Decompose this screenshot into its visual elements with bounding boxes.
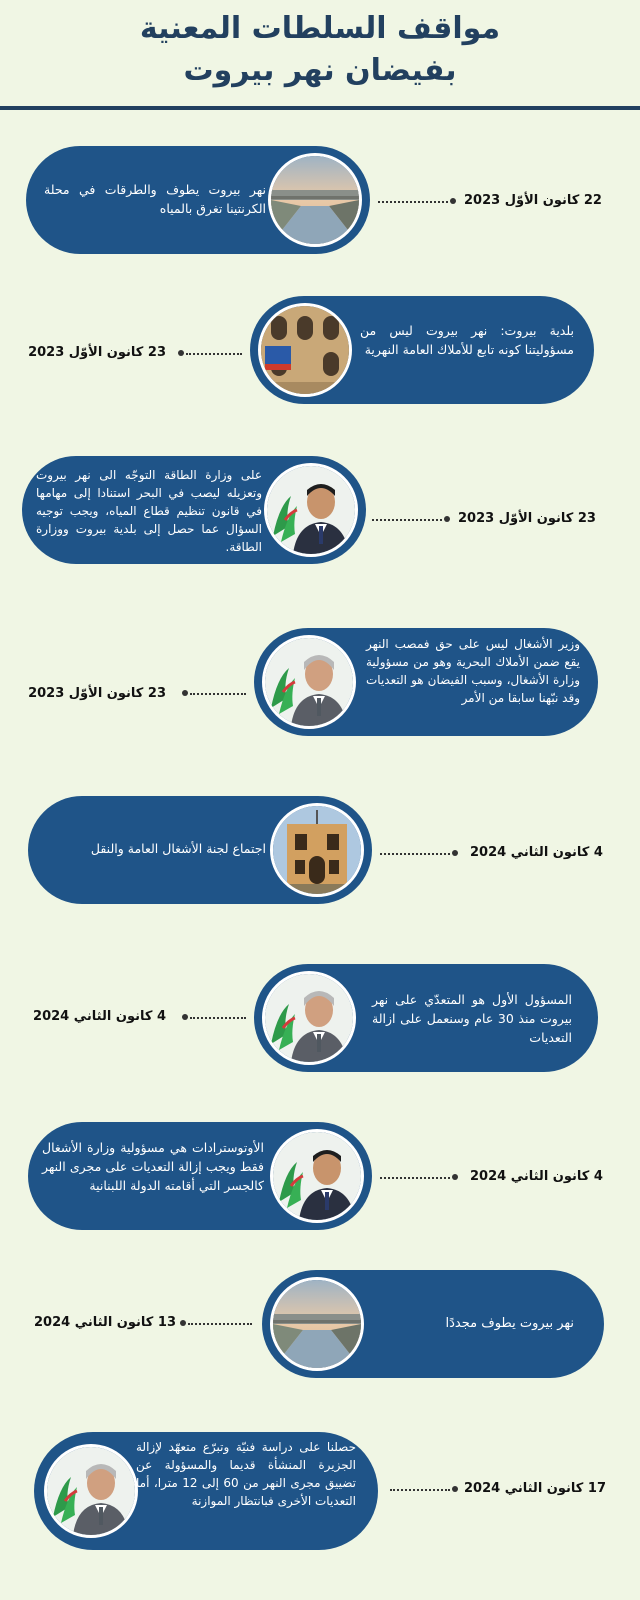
parliament-building-photo xyxy=(270,803,364,897)
timeline-connector xyxy=(372,519,442,521)
timeline-card xyxy=(254,964,598,1072)
timeline-dot xyxy=(452,1174,458,1180)
timeline-dot xyxy=(180,1320,186,1326)
timeline-date: 23 كانون الأوّل 2023 xyxy=(458,511,596,526)
timeline-connector xyxy=(390,1489,450,1491)
timeline-card xyxy=(34,1432,378,1550)
timeline-connector xyxy=(186,353,242,355)
timeline-dot xyxy=(178,350,184,356)
timeline-date: 4 كانون الثاني 2024 xyxy=(470,845,603,860)
municipality-building-photo xyxy=(258,303,352,397)
timeline-connector xyxy=(380,853,450,855)
timeline-connector xyxy=(188,1323,252,1325)
timeline-card-text: بلدية بيروت: نهر بيروت ليس من مسؤوليتنا كونه تابع للأملاك العامة النهرية xyxy=(360,323,574,357)
timeline-card-text: على وزارة الطاقة التوجّه الى نهر بيروت وتعزيله ليصب في البحر استنادا إلى مهامها في قانون تنظيم قطاع المياه، ويجب توجيه السؤال عما حصل إلى بلدية بيروت ووزارة الطاقة. xyxy=(36,468,262,554)
timeline-connector xyxy=(190,693,246,695)
official-portrait-photo xyxy=(264,463,358,557)
timeline-connector xyxy=(378,201,448,203)
timeline-date: 13 كانون الثاني 2024 xyxy=(34,1315,176,1330)
page-title xyxy=(0,8,640,92)
timeline-card-text: الأوتوسترادات هي مسؤولية وزارة الأشغال فقط ويجب إزالة التعديات على مجرى النهر كالجسر التي أقامته الدولة اللبنانية xyxy=(42,1140,264,1193)
timeline-card xyxy=(250,296,594,404)
minister-portrait-photo xyxy=(44,1444,138,1538)
timeline-card-text: اجتماع لجنة الأشغال العامة والنقل xyxy=(90,841,266,856)
timeline-card xyxy=(254,628,598,736)
timeline-card-text: نهر بيروت يطوف مجددًا xyxy=(445,1316,574,1331)
timeline-card xyxy=(22,456,366,564)
river-photo xyxy=(268,153,362,247)
timeline-dot xyxy=(182,690,188,696)
timeline-card xyxy=(262,1270,604,1378)
title-line-1: مواقف السلطات المعنية xyxy=(139,11,501,46)
timeline-connector xyxy=(380,1177,450,1179)
title-divider xyxy=(0,106,640,110)
timeline-card-text: نهر بيروت يطوف والطرقات في محلة الكرنتينا تغرق بالمياه xyxy=(44,182,266,216)
timeline-card-text: وزير الأشغال ليس على حق فمصب النهر يقع ضمن الأملاك البحرية وهو من مسؤولية وزارة الأشغال، وسبب الفيضان هو التعديات وقد نبّهنا سابقا من الأمر xyxy=(366,637,580,705)
timeline-date: 4 كانون الثاني 2024 xyxy=(33,1009,166,1024)
timeline-dot xyxy=(450,198,456,204)
official-portrait-photo xyxy=(270,1129,364,1223)
timeline-date: 22 كانون الأوّل 2023 xyxy=(464,193,602,208)
timeline-card xyxy=(28,1122,372,1230)
timeline-dot xyxy=(444,516,450,522)
title-line-2: بفيضان نهر بيروت xyxy=(183,53,457,88)
timeline-card-text: حصلنا على دراسة فنيّة وتبرّع متعهّد لإزالة الجزيرة المنشأة قديما والمسؤولة عن تضييق مجرى النهر من 60 إلى 12 مترا، أما التعديات الأخرى فبانتظار الموازنة xyxy=(136,1440,356,1508)
timeline-dot xyxy=(452,850,458,856)
timeline-card-text: المسؤول الأول هو المتعدّي على نهر بيروت منذ 30 عام وسنعمل على ازالة التعديات xyxy=(372,992,572,1045)
timeline-date: 23 كانون الأوّل 2023 xyxy=(28,345,166,360)
river-photo xyxy=(270,1277,364,1371)
timeline-card xyxy=(26,146,370,254)
minister-portrait-photo xyxy=(262,635,356,729)
minister-portrait-photo xyxy=(262,971,356,1065)
timeline-card xyxy=(28,796,372,904)
timeline-dot xyxy=(452,1486,458,1492)
timeline-date: 23 كانون الأوّل 2023 xyxy=(28,686,166,701)
timeline-date: 17 كانون الثاني 2024 xyxy=(464,1481,606,1496)
timeline-connector xyxy=(190,1017,246,1019)
timeline-dot xyxy=(182,1014,188,1020)
timeline-date: 4 كانون الثاني 2024 xyxy=(470,1169,603,1184)
